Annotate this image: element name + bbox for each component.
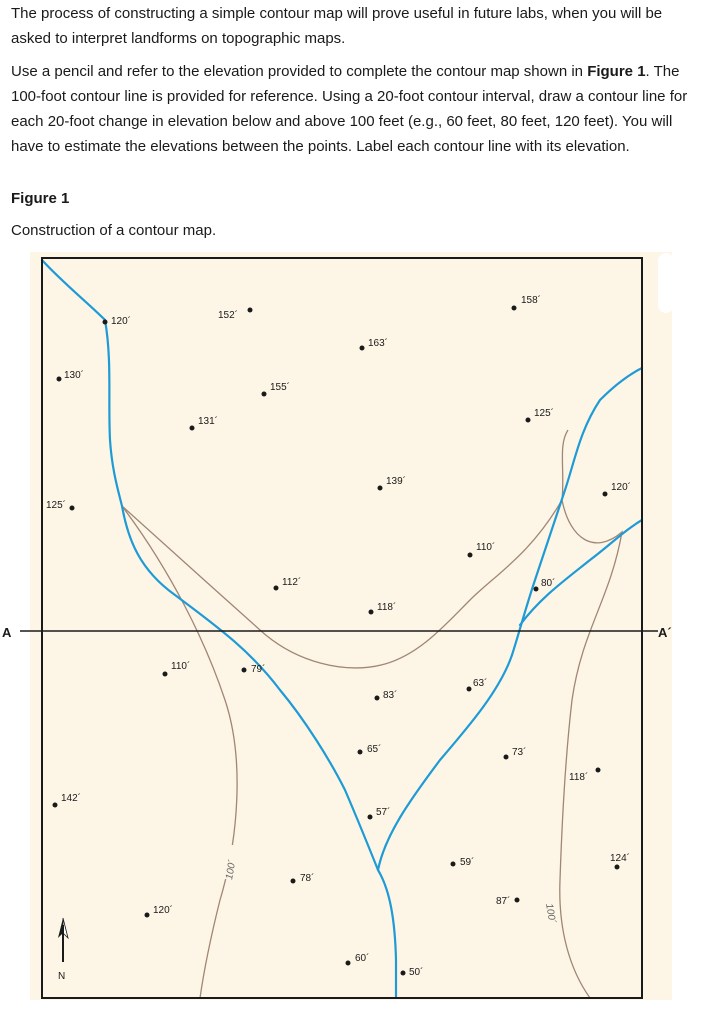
north-label: N xyxy=(58,971,66,982)
elevation-label-78: 78´ xyxy=(300,873,315,884)
dot-120-e xyxy=(603,492,608,497)
contour-label-100-east: 100´ xyxy=(543,902,558,925)
elevation-label-65: 65´ xyxy=(367,744,382,755)
dot-120-sw xyxy=(145,913,150,918)
map-background-edge xyxy=(658,253,674,313)
elevation-label-60: 60´ xyxy=(355,953,370,964)
elevation-label-131: 131´ xyxy=(198,416,219,427)
elevation-label-110-w: 110´ xyxy=(171,661,191,672)
dot-120-nw xyxy=(103,320,108,325)
elevation-label-63: 63´ xyxy=(473,678,488,689)
elevation-label-118: 118´ xyxy=(377,602,397,613)
elevation-label-139: 139´ xyxy=(386,476,407,487)
elevation-label-130: 130´ xyxy=(64,370,85,381)
dot-50 xyxy=(401,971,406,976)
dot-124 xyxy=(615,865,620,870)
elevation-label-163: 163´ xyxy=(368,338,389,349)
elevation-label-142: 142´ xyxy=(61,793,82,804)
dot-125-w xyxy=(70,506,75,511)
figure-reference: Figure 1 xyxy=(587,63,646,80)
dot-118-e xyxy=(596,768,601,773)
dot-63 xyxy=(467,687,472,692)
dot-139 xyxy=(378,486,383,491)
dot-83 xyxy=(375,696,380,701)
elevation-label-152: 152´ xyxy=(218,310,239,321)
intro-paragraph xyxy=(11,1,691,51)
dot-110-w xyxy=(163,672,168,677)
dot-60 xyxy=(346,961,351,966)
elevation-label-87: 87´ xyxy=(496,896,511,907)
elevation-label-110-ne: 110´ xyxy=(476,542,496,553)
elevation-label-118-e: 118´ xyxy=(569,772,589,783)
dot-130 xyxy=(57,377,62,382)
elevation-label-79: 79´ xyxy=(251,664,266,675)
dot-79 xyxy=(242,668,247,673)
dot-118 xyxy=(369,610,374,615)
instructions-text-1: Use a pencil and refer to the elevation provided to complete the contour map shown in xyxy=(11,63,588,80)
dot-142 xyxy=(53,803,58,808)
dot-80 xyxy=(534,587,539,592)
map-background xyxy=(30,252,672,1000)
dot-57 xyxy=(368,815,373,820)
intro-text: The process of constructing a simple contour map will prove useful in future labs, when you will be asked to interpret landforms on topographic maps. xyxy=(11,5,663,47)
dot-87 xyxy=(515,898,520,903)
dot-59 xyxy=(451,862,456,867)
dot-163 xyxy=(360,346,365,351)
elevation-label-120-nw: 120´ xyxy=(111,316,132,327)
elevation-label-57: 57´ xyxy=(376,807,391,818)
elevation-label-125-w: 125´ xyxy=(46,500,67,511)
elevation-label-158: 158´ xyxy=(521,295,542,306)
dot-155 xyxy=(262,392,267,397)
figure-label: Figure 1 xyxy=(11,190,70,207)
dot-112 xyxy=(274,586,279,591)
elevation-label-155: 155´ xyxy=(270,382,291,393)
contour-map-figure xyxy=(0,250,705,1024)
elevation-label-120-e: 120´ xyxy=(611,482,632,493)
contour-label-100-west: 100´ xyxy=(224,858,239,881)
dot-152 xyxy=(248,308,253,313)
elevation-label-120-sw: 120´ xyxy=(153,905,174,916)
elevation-label-124: 124´ xyxy=(610,853,631,864)
instructions-text-2: . The 100-foot contour line is provided for reference. Using a 20-foot contour interval, draw a contour line for each 20-foot change in elevation below and above 100 feet (e.g., 60 feet, 80 feet, 120 feet). You will have to estimate the elevations between the points. Label each contour line with its elevation. xyxy=(11,63,688,155)
elevation-label-125-ne: 125´ xyxy=(534,408,555,419)
dot-65 xyxy=(358,750,363,755)
dot-125-ne xyxy=(526,418,531,423)
elevation-label-112: 112´ xyxy=(282,577,302,588)
elevation-label-80: 80´ xyxy=(541,578,556,589)
section-label-a: A xyxy=(2,625,12,640)
elevation-label-50: 50´ xyxy=(409,967,424,978)
instructions-paragraph xyxy=(11,59,691,159)
elevation-label-59: 59´ xyxy=(460,857,475,868)
elevation-label-83: 83´ xyxy=(383,690,398,701)
dot-158 xyxy=(512,306,517,311)
dot-78 xyxy=(291,879,296,884)
section-label-a-prime: A´ xyxy=(658,625,672,640)
dot-110-ne xyxy=(468,553,473,558)
elevation-label-73: 73´ xyxy=(512,747,527,758)
dot-73 xyxy=(504,755,509,760)
figure-caption: Construction of a contour map. xyxy=(11,222,217,239)
dot-131 xyxy=(190,426,195,431)
contour-map xyxy=(0,250,705,1024)
